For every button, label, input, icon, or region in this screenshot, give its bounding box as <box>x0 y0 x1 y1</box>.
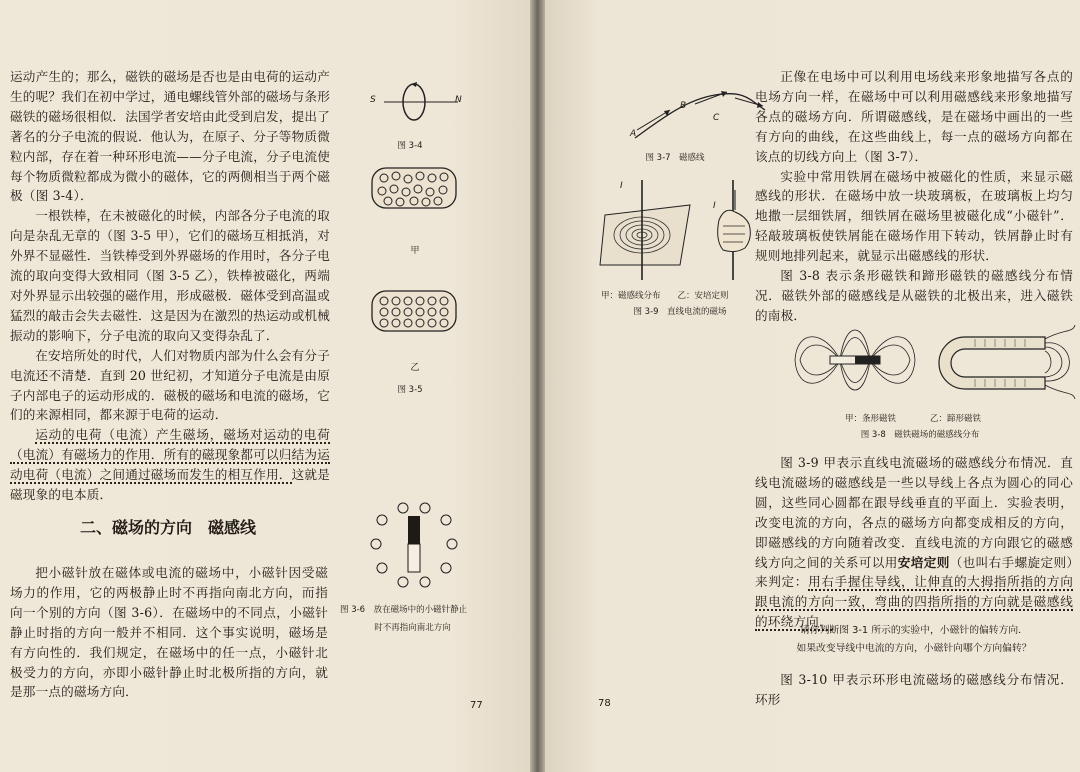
figure-3-8-bar-magnet-field <box>795 320 915 400</box>
fig-3-5-jia-label: 甲 <box>410 246 420 256</box>
left-page-number: 77 <box>470 700 483 711</box>
figure-3-7-field-line <box>615 80 765 140</box>
paragraph-4-rest: 这就是磁现象的电本质． <box>10 467 330 503</box>
paragraph-4-plain: 图 3-9 甲表示直线电流磁场的磁感线分布情况．直线电流磁场的磁感线是一些以导线上各点为圆心的同心圆，这些同心圆都在跟导线垂直的平面上．实验表明，改变电流的方向，各点的磁场方向都变成相反的方向，即磁感线的方向随着改变．直线电流的方向跟它的磁感线方向之间的关系可以用 <box>755 455 1073 570</box>
figure-3-5-aligned-rod <box>370 288 460 336</box>
left-paragraph-4 <box>10 425 330 505</box>
left-body-top <box>10 67 330 505</box>
fig-3-4-s-label: S <box>370 95 376 105</box>
emphasized-statement: 运动的电荷（电流）产生磁场，磁场对运动的电荷（电流）有磁场力的作用．所有的磁现象都可以归结为运动电荷（电流）之间通过磁场而发生的相互作用． <box>10 427 330 483</box>
left-paragraph-5: 把小磁针放在磁体或电流的磁场中，小磁针因受磁场力的作用，它的两极静止时不再指向南北方向，而指向一个别的方向（图 3-6）．在磁场中的不同点，小磁针静止时指的方向一般并不相同．这个事实说明，磁场是有方向性的．我们规定，在磁场中的任一点，小磁针北极受力的方向，亦即小磁针静止时北极所指的方向，就是那一点的磁场方向． <box>10 565 328 700</box>
figure-3-5-random-rod <box>370 165 460 213</box>
fig-3-8-caption: 图 3-8 磁铁磁场的磁感线分布 <box>860 430 980 440</box>
right-hand-rule-statement: 用右手握住导线，让伸直的大拇指所指的方向跟电流的方向一致，弯曲的四指所指的方向就是磁感线的环绕方向． <box>755 574 1073 630</box>
fig-3-7-label-c: C <box>713 113 720 123</box>
fig-3-7-label-b: B <box>680 101 687 111</box>
right-body-top <box>755 67 1073 326</box>
right-page-number: 78 <box>598 698 611 709</box>
section-heading: 二、磁场的方向 磁感线 <box>80 518 257 537</box>
right-paragraph-1: 正像在电场中可以利用电场线来形象地描写各点的电场方向一样，在磁场中可以利用磁感线来形象地描写各点的磁场方向．所谓磁感线，是在磁场中画出的一些有方向的曲线，在这些曲线上，每一点的磁场方向都在该点的切线方向上（图 3-7）． <box>755 69 1073 164</box>
ampere-rule-term: 安培定则 <box>897 554 950 570</box>
fig-3-7-label-a: A <box>630 129 637 139</box>
fig-3-6-caption-line1: 图 3-6 放在磁场中的小磁针静止 <box>340 605 468 615</box>
right-paragraph-2: 实验中常用铁屑在磁场中被磁化的性质，来显示磁感线的形状．在磁场中放一块玻璃板，在玻璃板上均匀地撒一层细铁屑，细铁屑在磁场里被磁化成“小磁针”．轻敲玻璃板使铁屑能在磁场作用下转动，铁屑静止时有规则地排列起来，就显示出磁感线的形状． <box>755 168 1073 264</box>
right-body-middle <box>755 453 1073 632</box>
fig-3-9-subcaption: 甲：磁感线分布 乙：安培定则 <box>601 291 729 301</box>
book-gutter <box>530 0 545 772</box>
exercise-question-line-1: 请你判断图 3-1 所示的实验中，小磁针的偏转方向． <box>800 625 1028 636</box>
left-page <box>0 0 530 772</box>
fig-3-9-current-label-1: I <box>620 181 623 191</box>
right-paragraph-5: 图 3-10 甲表示环形电流磁场的磁感线分布情况．环形 <box>755 672 1073 707</box>
figure-3-8-horseshoe-magnet-field <box>925 325 1075 400</box>
fig-3-4-n-label: N <box>455 95 462 105</box>
fig-3-5-yi-label: 乙 <box>410 363 420 373</box>
exercise-question-line-2: 如果改变导线中电流的方向，小磁针向哪个方向偏转？ <box>796 643 1032 654</box>
fig-3-9-current-label-2: I <box>713 201 716 211</box>
left-paragraph-2: 一根铁棒，在未被磁化的时候，内部各分子电流的取向是杂乱无章的（图 3-5 甲），它们的磁场互相抵消，对外界不显磁性．当铁棒受到外界磁场的作用时，各分子电流的取向变得大致相同（图 3-5 乙），铁棒被磁化，两端对外界显示出较强的磁作用，形成磁极．磁体受到高温或猛烈的敲击会失去磁性．这是因为在激烈的热运动或机械振动的影响下，分子电流的取向又变得杂乱了． <box>10 208 330 343</box>
paragraph-4-mid: （也叫右手螺旋定则）来判定： <box>755 554 1073 590</box>
figure-3-6-compass-needles <box>370 500 470 592</box>
right-paragraph-3: 图 3-8 表示条形磁铁和蹄形磁铁的磁感线分布情况．磁铁外部的磁感线是从磁铁的北极出来，进入磁铁的南极． <box>755 268 1073 323</box>
fig-3-7-caption: 图 3-7 磁感线 <box>645 153 705 163</box>
left-paragraph-1: 运动产生的；那么，磁铁的磁场是否也是由电荷的运动产生的呢？我们在初中学过，通电螺线管外部的磁场与条形磁铁的磁场很相似．法国学者安培由此受到启发，提出了著名的分子电流的假说．他认为，在原子、分子等物质微粒内部，存在着一种环形电流——分子电流，分子电流使每个物质微粒都成为微小的磁体，它的两侧相当于两个磁极（图 3-4）． <box>10 69 330 204</box>
fig-3-4-caption: 图 3-4 <box>397 141 423 151</box>
figure-3-9-jia-concentric-lines <box>600 180 695 280</box>
left-paragraph-3: 在安培所处的时代，人们对物质内部为什么会有分子电流还不清楚．直到 20 世纪初，才知道分子电流是由原子内部电子的运动形成的．磁极的磁场和电流的磁场，它们的来源相同，都来源于电荷的运动． <box>10 347 330 423</box>
right-page <box>545 0 1080 772</box>
right-paragraph-4 <box>755 453 1073 632</box>
right-body-bottom <box>755 670 1073 710</box>
fig-3-5-caption: 图 3-5 <box>397 385 423 395</box>
fig-3-8-subcaption: 甲：条形磁铁 乙：蹄形磁铁 <box>845 414 982 424</box>
fig-3-9-caption: 图 3-9 直线电流的磁场 <box>633 307 727 317</box>
left-body-bottom <box>10 563 328 702</box>
fig-3-6-caption-line2: 时不再指向南北方向 <box>374 623 451 633</box>
